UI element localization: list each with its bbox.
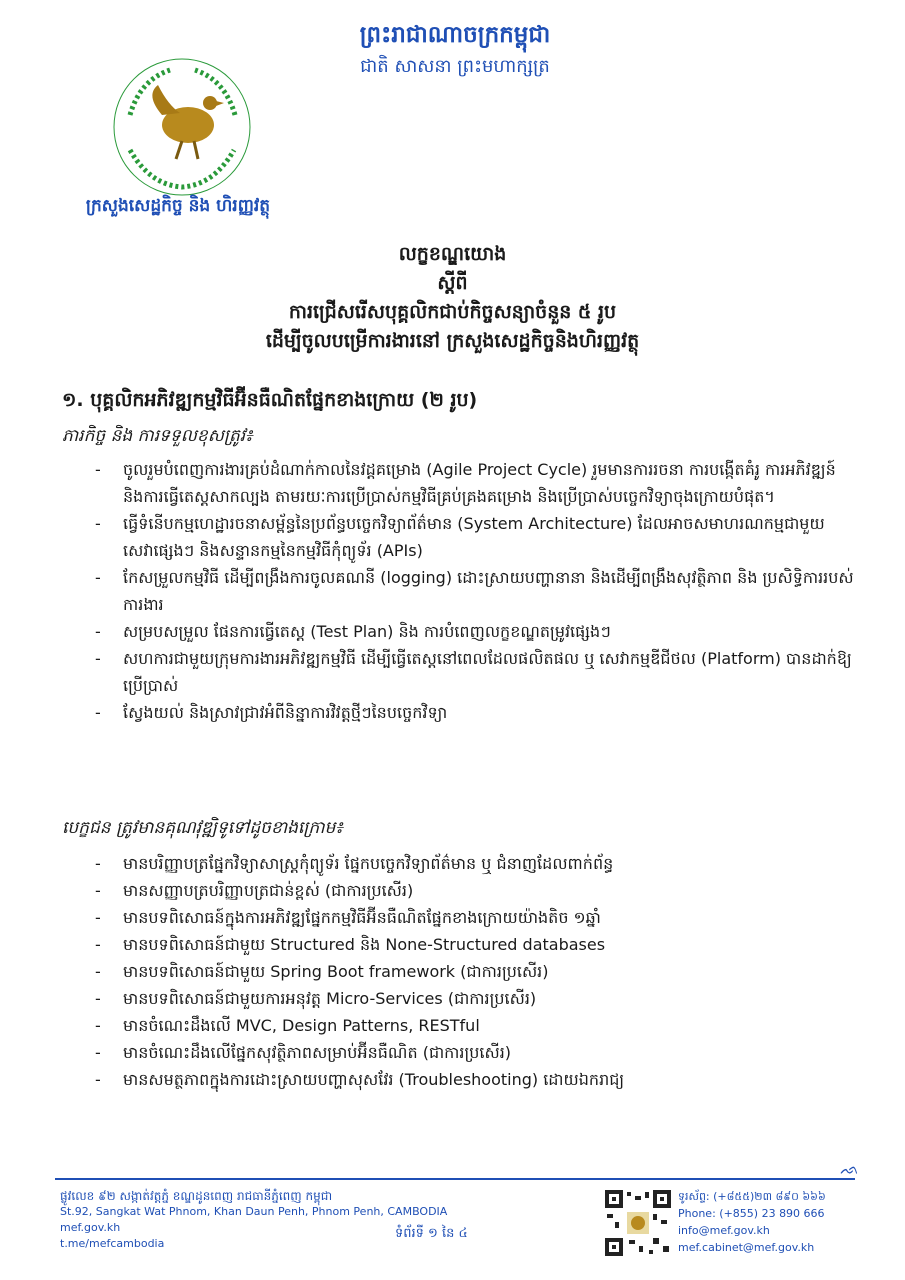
duties-heading: ភារកិច្ច និង ការទទួលខុសត្រូវ៖ xyxy=(62,426,253,446)
page-number: ទំព័រទី ១ នៃ ៤ xyxy=(395,1226,468,1241)
footer-contact xyxy=(678,1188,826,1256)
list-item: - សហការជាមួយក្រុមការងារអភិវឌ្ឍកម្មវិធី ដើម្បីធ្វើតេស្តនៅពេលដែលផលិតផល ឬ សេវាកម្មឌីជីថល (Platform) បានដាក់ឱ្យប្រើប្រាស់ xyxy=(95,649,852,695)
list-item: - មានសមត្ថភាពក្នុងការដោះស្រាយបញ្ហាសុសវែរ (Troubleshooting) ដោយឯករាជ្យ xyxy=(95,1070,625,1089)
duties-list xyxy=(95,456,855,726)
email-cabinet[interactable]: mef.cabinet@mef.gov.kh xyxy=(678,1241,815,1254)
list-item: - ចូលរួមបំពេញការងារគ្រប់ដំណាក់កាលនៃវដ្តគម្រោង (Agile Project Cycle) រួមមានការរចនា ការបង្កើតគំរូ ការអភិវឌ្ឍន៍ និងការធ្វើតេស្តសាកល្បង តាមរយៈការប្រើប្រាស់កម្មវិធីគ្រប់គ្រងគម្រោង និងប្រើប្រាស់បច្ចេកវិទ្យាចុងក្រោយបំផុត។ xyxy=(95,460,836,506)
list-item: - មានបទពិសោធន៍ជាមួយការអនុវត្ត Micro-Services (ជាការប្រសើរ) xyxy=(95,989,537,1008)
telegram-link[interactable]: t.me/mefcambodia xyxy=(60,1237,165,1250)
section-heading: ១. បុគ្គលិកអភិវឌ្ឍកម្មវិធីអ៊ីនធឺណិតផ្នែកខាងក្រោយ (២ រូប) xyxy=(62,389,478,411)
website-link[interactable]: mef.gov.kh xyxy=(60,1221,121,1234)
list-item: - ធ្វើទំនើបកម្មហេដ្ឋារចនាសម្ព័ន្ធនៃប្រព័ន្ធបច្ចេកវិទ្យាព័ត៌មាន (System Architecture) ដែលអាចសមាហរណកម្មជាមួយសេវាផ្សេងៗ និងសន្ទានកម្មនៃកម្មវិធីកុំព្យូទ័រ (APIs) xyxy=(95,514,825,560)
doc-title-4: ដើម្បីចូលបម្រើការងារនៅ ក្រសួងសេដ្ឋកិច្ចនិងហិរញ្ញវត្ថុ xyxy=(265,330,640,352)
doc-title-3: ការជ្រើសរើសបុគ្គលិកជាប់កិច្ចសន្យាចំនួន ៥ រូប xyxy=(288,301,617,323)
phone-kh: ទូរស័ព្ទ: (+៨៥៥)២៣ ៨៩០ ៦៦៦ xyxy=(678,1190,826,1203)
footer-divider xyxy=(55,1178,855,1180)
list-item: - មានបទពិសោធន៍ជាមួយ Structured និង None-Structured databases xyxy=(95,935,606,954)
list-item: - ស្វែងយល់ និងស្រាវជ្រាវអំពីនិន្នាការវិវត្តថ្មីៗនៃបច្ចេកវិទ្យា xyxy=(95,703,448,722)
list-item: - មានបទពិសោធន៍ក្នុងការអភិវឌ្ឍផ្នែកកម្មវិធីអ៊ីនធឺណិតផ្នែកខាងក្រោយយ៉ាងតិច ១ឆ្នាំ xyxy=(95,908,601,927)
ministry-logo xyxy=(110,55,255,200)
list-item: - មានចំណេះដឹងលើ MVC, Design Patterns, RESTful xyxy=(95,1016,480,1035)
list-item: - មានសញ្ញាបត្របរិញ្ញាបត្រជាន់ខ្ពស់ (ជាការប្រសើរ) xyxy=(95,881,414,900)
requirements-heading: បេក្ខជន ត្រូវមានគុណវុឌ្ឍិទូទៅដូចខាងក្រោម៖ xyxy=(62,818,343,838)
motto: ជាតិ សាសនា ព្រះមហាក្សត្រ xyxy=(360,56,550,77)
address-en: St.92, Sangkat Wat Phnom, Khan Daun Penh, Phnom Penh, CAMBODIA xyxy=(60,1205,448,1218)
kingdom-header xyxy=(300,20,610,80)
address-kh: ផ្លូវលេខ ៩២ សង្កាត់វត្តភ្នំ ខណ្ឌដូនពេញ រាជធានីភ្នំពេញ កម្ពុជា xyxy=(60,1189,333,1203)
signature-initials: ᨒ xyxy=(840,1160,859,1178)
list-item: - មានបរិញ្ញាបត្រផ្នែកវិទ្យាសាស្ត្រកុំព្យូទ័រ ផ្នែកបច្ចេកវិទ្យាព័ត៌មាន ឬ ជំនាញដែលពាក់ព័ន្ធ xyxy=(95,854,614,873)
requirements-list xyxy=(95,850,855,1093)
list-item: - សម្របសម្រួល ផែនការធ្វើតេស្ត (Test Plan) និង ការបំពេញលក្ខខណ្ឌតម្រូវផ្សេងៗ xyxy=(95,622,611,641)
footer-address xyxy=(60,1188,447,1252)
doc-title-2: ស្តីពី xyxy=(437,272,468,294)
doc-title-1: លក្ខខណ្ឌយោង xyxy=(398,243,507,265)
ministry-name: ក្រសួងសេដ្ឋកិច្ច និង ហិរញ្ញវត្ថុ xyxy=(85,196,271,216)
phone-en: Phone: (+855) 23 890 666 xyxy=(678,1207,825,1220)
kingdom-title: ព្រះរាជាណាចក្រកម្ពុជា xyxy=(359,22,551,48)
list-item: - មានចំណេះដឹងលើផ្នែកសុវត្ថិភាពសម្រាប់អ៊ីនធឺណិត (ជាការប្រសើរ) xyxy=(95,1043,512,1062)
email-info[interactable]: info@mef.gov.kh xyxy=(678,1224,770,1237)
qr-code-icon xyxy=(603,1188,673,1258)
document-titles xyxy=(150,240,755,356)
list-item: - កែសម្រួលកម្មវិធី ដើម្បីពង្រឹងការចូលគណនី (logging) ដោះស្រាយបញ្ហានានា និងដើម្បីពង្រឹងសុវត្ថិភាព និង ប្រសិទ្ធិការរបស់ការងារ xyxy=(95,568,854,614)
list-item: - មានបទពិសោធន៍ជាមួយ Spring Boot framework (ជាការប្រសើរ) xyxy=(95,962,549,981)
